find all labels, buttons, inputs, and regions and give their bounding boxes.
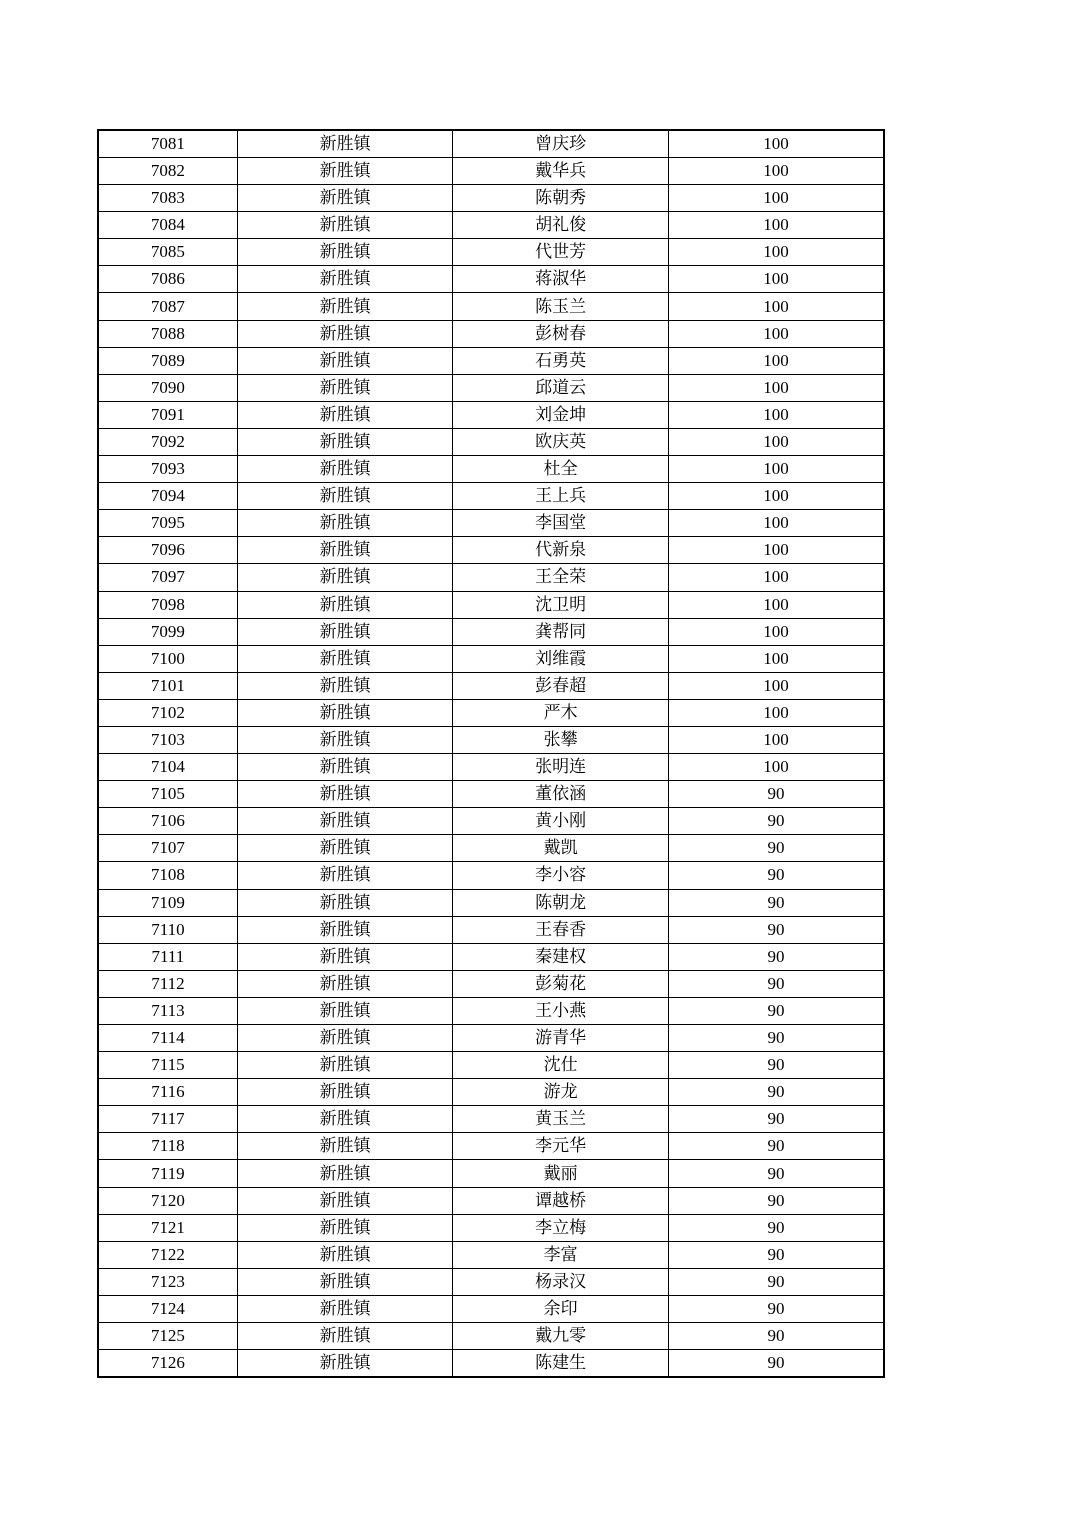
table-row	[98, 374, 884, 401]
person-name-cell: 王上兵	[453, 483, 669, 510]
amount-cell: 100	[668, 130, 884, 158]
town-cell: 新胜镇	[237, 1160, 453, 1187]
town-cell: 新胜镇	[237, 672, 453, 699]
amount-cell: 90	[668, 835, 884, 862]
serial-number-cell: 7103	[98, 726, 237, 753]
serial-number-cell: 7099	[98, 618, 237, 645]
person-name-cell: 代世芳	[453, 239, 669, 266]
town-cell: 新胜镇	[237, 401, 453, 428]
table-row	[98, 185, 884, 212]
town-cell: 新胜镇	[237, 266, 453, 293]
person-name-cell: 王春香	[453, 916, 669, 943]
town-cell: 新胜镇	[237, 1214, 453, 1241]
serial-number-cell: 7112	[98, 970, 237, 997]
person-name-cell: 余印	[453, 1295, 669, 1322]
table-row	[98, 808, 884, 835]
table-row	[98, 618, 884, 645]
table-row	[98, 862, 884, 889]
data-table	[97, 129, 885, 1378]
serial-number-cell: 7089	[98, 347, 237, 374]
serial-number-cell: 7108	[98, 862, 237, 889]
person-name-cell: 陈玉兰	[453, 293, 669, 320]
town-cell: 新胜镇	[237, 862, 453, 889]
serial-number-cell: 7117	[98, 1106, 237, 1133]
serial-number-cell: 7095	[98, 510, 237, 537]
table-row	[98, 510, 884, 537]
serial-number-cell: 7104	[98, 754, 237, 781]
town-cell: 新胜镇	[237, 997, 453, 1024]
town-cell: 新胜镇	[237, 618, 453, 645]
person-name-cell: 欧庆英	[453, 428, 669, 455]
amount-cell: 90	[668, 1187, 884, 1214]
table-row	[98, 1323, 884, 1350]
table-row	[98, 347, 884, 374]
serial-number-cell: 7120	[98, 1187, 237, 1214]
person-name-cell: 彭菊花	[453, 970, 669, 997]
amount-cell: 90	[668, 997, 884, 1024]
town-cell: 新胜镇	[237, 1350, 453, 1378]
person-name-cell: 陈朝龙	[453, 889, 669, 916]
person-name-cell: 李元华	[453, 1133, 669, 1160]
person-name-cell: 陈朝秀	[453, 185, 669, 212]
serial-number-cell: 7092	[98, 428, 237, 455]
table-row	[98, 1187, 884, 1214]
town-cell: 新胜镇	[237, 808, 453, 835]
amount-cell: 100	[668, 428, 884, 455]
amount-cell: 100	[668, 158, 884, 185]
person-name-cell: 沈卫明	[453, 591, 669, 618]
town-cell: 新胜镇	[237, 510, 453, 537]
person-name-cell: 张攀	[453, 726, 669, 753]
amount-cell: 100	[668, 564, 884, 591]
table-row	[98, 726, 884, 753]
table-row	[98, 835, 884, 862]
town-cell: 新胜镇	[237, 1241, 453, 1268]
town-cell: 新胜镇	[237, 970, 453, 997]
table-row	[98, 401, 884, 428]
town-cell: 新胜镇	[237, 130, 453, 158]
serial-number-cell: 7085	[98, 239, 237, 266]
person-name-cell: 李立梅	[453, 1214, 669, 1241]
serial-number-cell: 7114	[98, 1025, 237, 1052]
serial-number-cell: 7097	[98, 564, 237, 591]
person-name-cell: 石勇英	[453, 347, 669, 374]
person-name-cell: 李小容	[453, 862, 669, 889]
town-cell: 新胜镇	[237, 293, 453, 320]
table-row	[98, 1350, 884, 1378]
table-row	[98, 293, 884, 320]
serial-number-cell: 7111	[98, 943, 237, 970]
town-cell: 新胜镇	[237, 916, 453, 943]
serial-number-cell: 7125	[98, 1323, 237, 1350]
town-cell: 新胜镇	[237, 212, 453, 239]
amount-cell: 100	[668, 374, 884, 401]
amount-cell: 90	[668, 1052, 884, 1079]
person-name-cell: 戴九零	[453, 1323, 669, 1350]
amount-cell: 100	[668, 293, 884, 320]
person-name-cell: 李国堂	[453, 510, 669, 537]
amount-cell: 90	[668, 1268, 884, 1295]
town-cell: 新胜镇	[237, 726, 453, 753]
serial-number-cell: 7121	[98, 1214, 237, 1241]
amount-cell: 100	[668, 699, 884, 726]
town-cell: 新胜镇	[237, 1133, 453, 1160]
person-name-cell: 刘维霞	[453, 645, 669, 672]
serial-number-cell: 7098	[98, 591, 237, 618]
amount-cell: 90	[668, 1079, 884, 1106]
amount-cell: 90	[668, 1214, 884, 1241]
town-cell: 新胜镇	[237, 835, 453, 862]
town-cell: 新胜镇	[237, 889, 453, 916]
person-name-cell: 彭树春	[453, 320, 669, 347]
person-name-cell: 游青华	[453, 1025, 669, 1052]
person-name-cell: 彭春超	[453, 672, 669, 699]
amount-cell: 100	[668, 591, 884, 618]
town-cell: 新胜镇	[237, 591, 453, 618]
table-row	[98, 456, 884, 483]
table-row	[98, 158, 884, 185]
table-row	[98, 239, 884, 266]
town-cell: 新胜镇	[237, 456, 453, 483]
amount-cell: 100	[668, 212, 884, 239]
amount-cell: 100	[668, 618, 884, 645]
amount-cell: 90	[668, 1133, 884, 1160]
table-row	[98, 212, 884, 239]
amount-cell: 90	[668, 1350, 884, 1378]
person-name-cell: 杨录汉	[453, 1268, 669, 1295]
table-row	[98, 699, 884, 726]
serial-number-cell: 7119	[98, 1160, 237, 1187]
town-cell: 新胜镇	[237, 1323, 453, 1350]
table-row	[98, 1214, 884, 1241]
serial-number-cell: 7084	[98, 212, 237, 239]
town-cell: 新胜镇	[237, 428, 453, 455]
serial-number-cell: 7116	[98, 1079, 237, 1106]
serial-number-cell: 7096	[98, 537, 237, 564]
table-row	[98, 1025, 884, 1052]
table-row	[98, 130, 884, 158]
town-cell: 新胜镇	[237, 1025, 453, 1052]
person-name-cell: 谭越桥	[453, 1187, 669, 1214]
serial-number-cell: 7107	[98, 835, 237, 862]
table-row	[98, 591, 884, 618]
amount-cell: 100	[668, 266, 884, 293]
table-row	[98, 537, 884, 564]
person-name-cell: 代新泉	[453, 537, 669, 564]
person-name-cell: 李富	[453, 1241, 669, 1268]
table-row	[98, 1268, 884, 1295]
serial-number-cell: 7123	[98, 1268, 237, 1295]
town-cell: 新胜镇	[237, 699, 453, 726]
amount-cell: 90	[668, 862, 884, 889]
person-name-cell: 沈仕	[453, 1052, 669, 1079]
table-row	[98, 943, 884, 970]
amount-cell: 90	[668, 1295, 884, 1322]
amount-cell: 100	[668, 483, 884, 510]
amount-cell: 100	[668, 726, 884, 753]
person-name-cell: 陈建生	[453, 1350, 669, 1378]
table-row	[98, 672, 884, 699]
town-cell: 新胜镇	[237, 320, 453, 347]
person-name-cell: 戴华兵	[453, 158, 669, 185]
amount-cell: 90	[668, 1025, 884, 1052]
serial-number-cell: 7083	[98, 185, 237, 212]
table-row	[98, 970, 884, 997]
town-cell: 新胜镇	[237, 754, 453, 781]
serial-number-cell: 7090	[98, 374, 237, 401]
town-cell: 新胜镇	[237, 537, 453, 564]
serial-number-cell: 7088	[98, 320, 237, 347]
serial-number-cell: 7091	[98, 401, 237, 428]
person-name-cell: 龚帮同	[453, 618, 669, 645]
table-row	[98, 428, 884, 455]
serial-number-cell: 7124	[98, 1295, 237, 1322]
town-cell: 新胜镇	[237, 645, 453, 672]
serial-number-cell: 7081	[98, 130, 237, 158]
serial-number-cell: 7093	[98, 456, 237, 483]
serial-number-cell: 7087	[98, 293, 237, 320]
table-row	[98, 645, 884, 672]
town-cell: 新胜镇	[237, 347, 453, 374]
amount-cell: 90	[668, 1323, 884, 1350]
table-row	[98, 916, 884, 943]
amount-cell: 100	[668, 239, 884, 266]
person-name-cell: 胡礼俊	[453, 212, 669, 239]
amount-cell: 90	[668, 889, 884, 916]
person-name-cell: 邱道云	[453, 374, 669, 401]
serial-number-cell: 7105	[98, 781, 237, 808]
table-row	[98, 1106, 884, 1133]
table-row	[98, 483, 884, 510]
table-body	[98, 130, 884, 1377]
person-name-cell: 严木	[453, 699, 669, 726]
town-cell: 新胜镇	[237, 1106, 453, 1133]
amount-cell: 100	[668, 754, 884, 781]
serial-number-cell: 7102	[98, 699, 237, 726]
town-cell: 新胜镇	[237, 1052, 453, 1079]
person-name-cell: 黄小刚	[453, 808, 669, 835]
amount-cell: 90	[668, 1241, 884, 1268]
amount-cell: 100	[668, 537, 884, 564]
town-cell: 新胜镇	[237, 483, 453, 510]
person-name-cell: 曾庆珍	[453, 130, 669, 158]
serial-number-cell: 7100	[98, 645, 237, 672]
serial-number-cell: 7094	[98, 483, 237, 510]
table-row	[98, 266, 884, 293]
serial-number-cell: 7106	[98, 808, 237, 835]
amount-cell: 90	[668, 1106, 884, 1133]
serial-number-cell: 7118	[98, 1133, 237, 1160]
person-name-cell: 戴丽	[453, 1160, 669, 1187]
amount-cell: 90	[668, 970, 884, 997]
person-name-cell: 王全荣	[453, 564, 669, 591]
amount-cell: 100	[668, 185, 884, 212]
town-cell: 新胜镇	[237, 185, 453, 212]
table-row	[98, 320, 884, 347]
town-cell: 新胜镇	[237, 1079, 453, 1106]
serial-number-cell: 7113	[98, 997, 237, 1024]
table-row	[98, 781, 884, 808]
person-name-cell: 游龙	[453, 1079, 669, 1106]
amount-cell: 90	[668, 781, 884, 808]
amount-cell: 100	[668, 320, 884, 347]
table-row	[98, 997, 884, 1024]
town-cell: 新胜镇	[237, 374, 453, 401]
amount-cell: 90	[668, 1160, 884, 1187]
table-row	[98, 889, 884, 916]
person-name-cell: 秦建权	[453, 943, 669, 970]
person-name-cell: 张明连	[453, 754, 669, 781]
amount-cell: 100	[668, 456, 884, 483]
table-row	[98, 564, 884, 591]
amount-cell: 100	[668, 510, 884, 537]
serial-number-cell: 7109	[98, 889, 237, 916]
amount-cell: 90	[668, 916, 884, 943]
amount-cell: 100	[668, 645, 884, 672]
table-row	[98, 1241, 884, 1268]
amount-cell: 90	[668, 943, 884, 970]
person-name-cell: 杜全	[453, 456, 669, 483]
person-name-cell: 戴凯	[453, 835, 669, 862]
person-name-cell: 董依涵	[453, 781, 669, 808]
amount-cell: 90	[668, 808, 884, 835]
person-name-cell: 刘金坤	[453, 401, 669, 428]
table-row	[98, 1160, 884, 1187]
serial-number-cell: 7126	[98, 1350, 237, 1378]
serial-number-cell: 7115	[98, 1052, 237, 1079]
amount-cell: 100	[668, 401, 884, 428]
amount-cell: 100	[668, 347, 884, 374]
person-name-cell: 王小燕	[453, 997, 669, 1024]
serial-number-cell: 7110	[98, 916, 237, 943]
table-row	[98, 1052, 884, 1079]
serial-number-cell: 7122	[98, 1241, 237, 1268]
serial-number-cell: 7086	[98, 266, 237, 293]
table-row	[98, 1079, 884, 1106]
town-cell: 新胜镇	[237, 239, 453, 266]
town-cell: 新胜镇	[237, 1295, 453, 1322]
table-row	[98, 1133, 884, 1160]
person-name-cell: 黄玉兰	[453, 1106, 669, 1133]
town-cell: 新胜镇	[237, 158, 453, 185]
person-name-cell: 蒋淑华	[453, 266, 669, 293]
town-cell: 新胜镇	[237, 781, 453, 808]
serial-number-cell: 7082	[98, 158, 237, 185]
amount-cell: 100	[668, 672, 884, 699]
table-row	[98, 754, 884, 781]
serial-number-cell: 7101	[98, 672, 237, 699]
table-row	[98, 1295, 884, 1322]
town-cell: 新胜镇	[237, 564, 453, 591]
town-cell: 新胜镇	[237, 943, 453, 970]
town-cell: 新胜镇	[237, 1268, 453, 1295]
town-cell: 新胜镇	[237, 1187, 453, 1214]
